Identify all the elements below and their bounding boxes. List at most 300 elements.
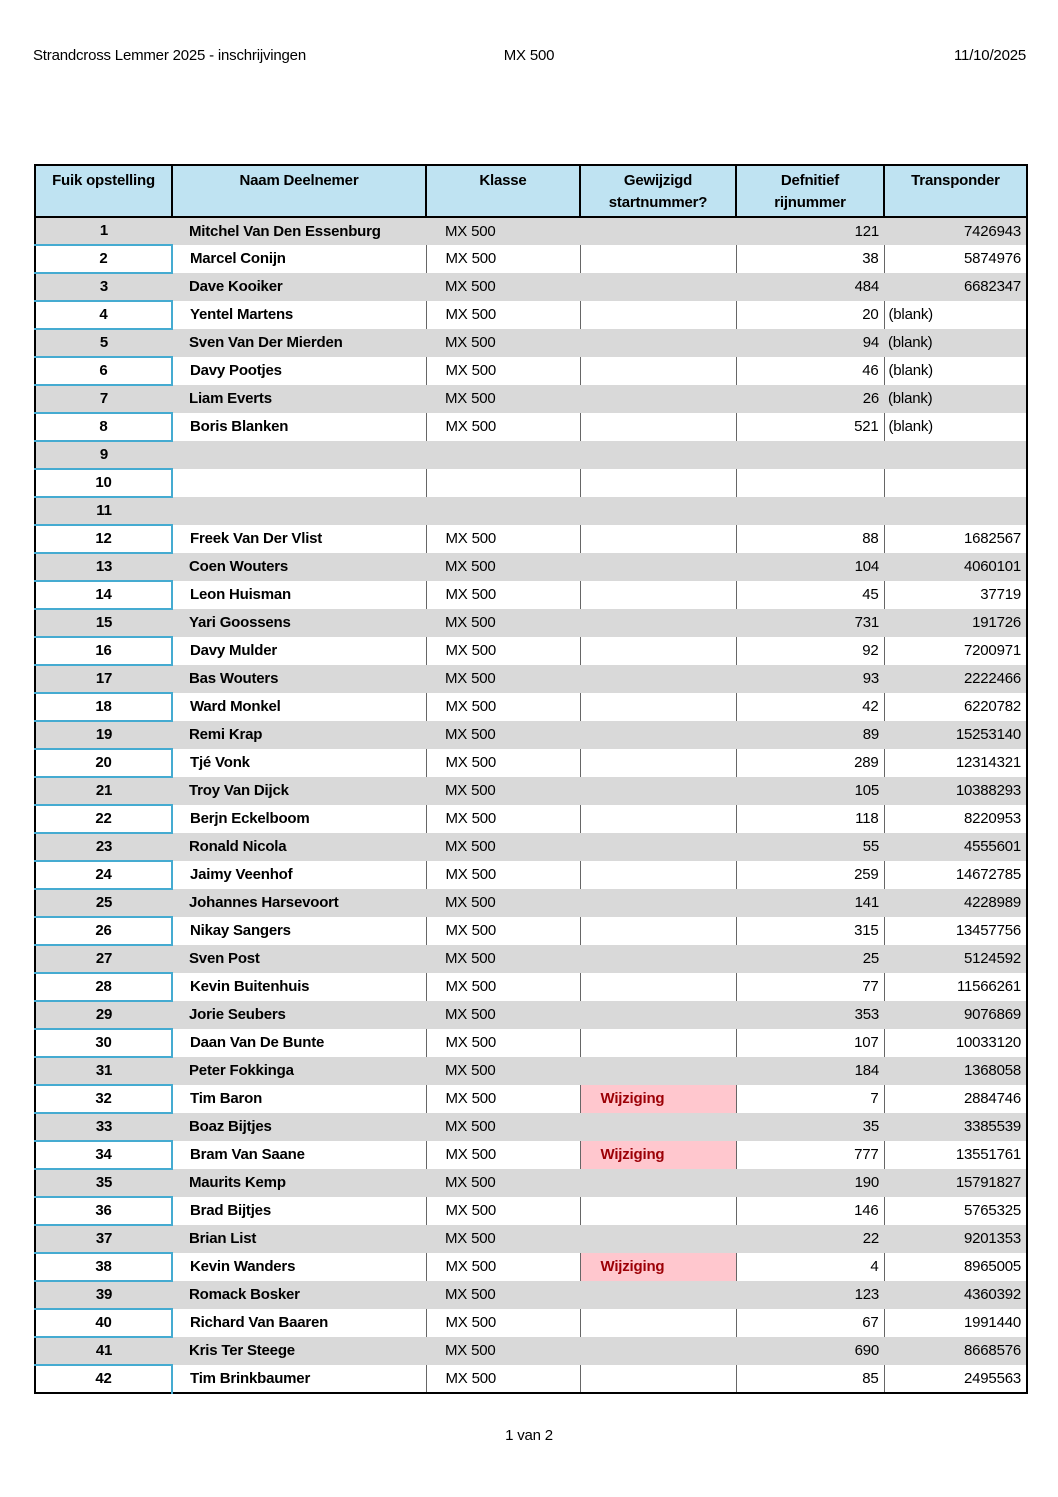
cell-naam-deelnemer: Davy Pootjes <box>190 362 282 379</box>
cell-naam-deelnemer: Kevin Buitenhuis <box>190 978 310 995</box>
cell-defnitief-rijnummer: 105 <box>736 777 884 805</box>
cell-transponder: 2222466 <box>884 665 1027 693</box>
cell-naam-deelnemer <box>172 469 426 497</box>
cell-gewijzigd-startnummer <box>580 749 736 777</box>
cell-transponder: 7200971 <box>884 637 1027 665</box>
table-row <box>35 245 1027 273</box>
table-row <box>35 889 1027 917</box>
cell-naam-deelnemer: Johannes Harsevoort <box>172 889 426 917</box>
cell-fuik-opstelling: 28 <box>35 973 172 1001</box>
cell-naam-deelnemer: Mitchel Van Den Essenburg <box>172 217 426 245</box>
table-row <box>35 273 1027 301</box>
cell-gewijzigd-startnummer <box>580 1365 736 1393</box>
cell-defnitief-rijnummer: 55 <box>736 833 884 861</box>
cell-transponder: 7426943 <box>884 217 1027 245</box>
table-row <box>35 413 1027 441</box>
cell-transponder: 37719 <box>884 581 1027 609</box>
cell-defnitief-rijnummer <box>736 441 884 469</box>
cell-defnitief-rijnummer: 190 <box>736 1169 884 1197</box>
cell-gewijzigd-startnummer <box>580 917 736 945</box>
cell-fuik-opstelling: 20 <box>35 749 172 777</box>
cell-klasse: MX 500 <box>426 945 580 973</box>
cell-defnitief-rijnummer: 26 <box>736 385 884 413</box>
cell-transponder: 15791827 <box>884 1169 1027 1197</box>
cell-gewijzigd-startnummer: Wijziging <box>580 1253 736 1281</box>
cell-gewijzigd-startnummer <box>580 777 736 805</box>
cell-fuik-opstelling: 14 <box>35 581 172 609</box>
header-klasse: Klasse <box>426 165 580 217</box>
cell-defnitief-rijnummer: 67 <box>736 1309 884 1337</box>
cell-gewijzigd-startnummer <box>580 553 736 581</box>
cell-klasse: MX 500 <box>426 1141 580 1169</box>
cell-klasse: MX 500 <box>426 917 580 945</box>
cell-naam-deelnemer: Tjé Vonk <box>190 754 250 771</box>
cell-defnitief-rijnummer: 25 <box>736 945 884 973</box>
cell-gewijzigd-startnummer <box>580 1057 736 1085</box>
cell-klasse: MX 500 <box>426 1029 580 1057</box>
cell-defnitief-rijnummer: 92 <box>736 637 884 665</box>
cell-gewijzigd-startnummer <box>580 385 736 413</box>
cell-naam-deelnemer: Troy Van Dijck <box>172 777 426 805</box>
cell-naam-deelnemer: Freek Van Der Vlist <box>190 530 323 547</box>
cell-fuik-opstelling: 34 <box>35 1141 172 1169</box>
table-row <box>35 749 1027 777</box>
cell-fuik-opstelling: 19 <box>35 721 172 749</box>
table-row <box>35 385 1027 413</box>
document-class-label: MX 500 <box>503 47 555 64</box>
cell-defnitief-rijnummer: 521 <box>736 413 884 441</box>
table-row <box>35 1001 1027 1029</box>
cell-gewijzigd-startnummer <box>580 693 736 721</box>
cell-transponder: 8220953 <box>884 805 1027 833</box>
cell-fuik-opstelling: 9 <box>35 441 172 469</box>
cell-naam-deelnemer: Yentel Martens <box>190 306 294 323</box>
cell-defnitief-rijnummer: 42 <box>736 693 884 721</box>
cell-klasse <box>426 497 580 525</box>
cell-gewijzigd-startnummer <box>580 1225 736 1253</box>
table-row <box>35 1365 1027 1393</box>
table-row <box>35 1309 1027 1337</box>
cell-gewijzigd-startnummer <box>580 721 736 749</box>
cell-gewijzigd-startnummer <box>580 1309 736 1337</box>
cell-transponder: 8668576 <box>884 1337 1027 1365</box>
cell-fuik-opstelling: 36 <box>35 1197 172 1225</box>
cell-gewijzigd-startnummer <box>580 1001 736 1029</box>
cell-fuik-opstelling: 16 <box>35 637 172 665</box>
cell-transponder <box>884 497 1027 525</box>
cell-fuik-opstelling: 35 <box>35 1169 172 1197</box>
cell-transponder <box>884 469 1027 497</box>
cell-transponder: (blank) <box>884 301 1027 329</box>
cell-defnitief-rijnummer: 141 <box>736 889 884 917</box>
cell-klasse: MX 500 <box>426 665 580 693</box>
cell-gewijzigd-startnummer <box>580 217 736 245</box>
cell-klasse <box>426 469 580 497</box>
cell-naam-deelnemer: Ronald Nicola <box>172 833 426 861</box>
cell-fuik-opstelling: 39 <box>35 1281 172 1309</box>
cell-transponder: 191726 <box>884 609 1027 637</box>
cell-klasse: MX 500 <box>426 1225 580 1253</box>
table-row <box>35 1029 1027 1057</box>
cell-gewijzigd-startnummer <box>580 1169 736 1197</box>
cell-klasse: MX 500 <box>426 805 580 833</box>
cell-gewijzigd-startnummer <box>580 245 736 273</box>
cell-gewijzigd-startnummer: Wijziging <box>580 1141 736 1169</box>
header-gewijzigd-startnummer: Gewijzigd startnummer? <box>580 165 736 217</box>
table-row <box>35 637 1027 665</box>
table-row <box>35 553 1027 581</box>
cell-naam-deelnemer: Kevin Wanders <box>190 1258 296 1275</box>
cell-gewijzigd-startnummer <box>580 1281 736 1309</box>
cell-fuik-opstelling: 8 <box>35 413 172 441</box>
cell-transponder: 4360392 <box>884 1281 1027 1309</box>
cell-fuik-opstelling: 18 <box>35 693 172 721</box>
header-naam-deelnemer: Naam Deelnemer <box>172 165 426 217</box>
cell-defnitief-rijnummer: 20 <box>736 301 884 329</box>
table-row <box>35 301 1027 329</box>
cell-transponder: 4060101 <box>884 553 1027 581</box>
cell-transponder: (blank) <box>884 329 1027 357</box>
cell-defnitief-rijnummer <box>736 497 884 525</box>
table-row <box>35 1281 1027 1309</box>
cell-naam-deelnemer: Bram Van Saane <box>190 1146 305 1163</box>
cell-naam-deelnemer: Tim Baron <box>190 1090 263 1107</box>
cell-transponder: 3385539 <box>884 1113 1027 1141</box>
cell-naam-deelnemer: Nikay Sangers <box>190 922 291 939</box>
cell-klasse: MX 500 <box>426 693 580 721</box>
cell-klasse: MX 500 <box>426 721 580 749</box>
cell-klasse: MX 500 <box>426 889 580 917</box>
cell-gewijzigd-startnummer <box>580 357 736 385</box>
cell-klasse: MX 500 <box>426 637 580 665</box>
cell-defnitief-rijnummer: 7 <box>736 1085 884 1113</box>
cell-fuik-opstelling: 40 <box>35 1309 172 1337</box>
cell-fuik-opstelling: 21 <box>35 777 172 805</box>
table-row <box>35 1197 1027 1225</box>
cell-naam-deelnemer <box>172 441 426 469</box>
cell-fuik-opstelling: 4 <box>35 301 172 329</box>
cell-defnitief-rijnummer: 85 <box>736 1365 884 1393</box>
cell-fuik-opstelling: 12 <box>35 525 172 553</box>
table-row <box>35 1085 1027 1113</box>
cell-fuik-opstelling: 31 <box>35 1057 172 1085</box>
cell-fuik-opstelling: 1 <box>35 217 172 245</box>
cell-naam-deelnemer: Davy Mulder <box>190 642 277 659</box>
table-row <box>35 721 1027 749</box>
cell-gewijzigd-startnummer <box>580 581 736 609</box>
cell-klasse: MX 500 <box>426 1057 580 1085</box>
table-row <box>35 861 1027 889</box>
cell-naam-deelnemer: Remi Krap <box>172 721 426 749</box>
cell-fuik-opstelling: 24 <box>35 861 172 889</box>
cell-defnitief-rijnummer: 731 <box>736 609 884 637</box>
cell-gewijzigd-startnummer <box>580 301 736 329</box>
cell-klasse: MX 500 <box>426 245 580 273</box>
cell-transponder: 8965005 <box>884 1253 1027 1281</box>
cell-gewijzigd-startnummer <box>580 665 736 693</box>
cell-gewijzigd-startnummer <box>580 1197 736 1225</box>
cell-transponder: 13551761 <box>884 1141 1027 1169</box>
cell-klasse: MX 500 <box>426 1169 580 1197</box>
cell-fuik-opstelling: 29 <box>35 1001 172 1029</box>
cell-gewijzigd-startnummer <box>580 469 736 497</box>
cell-fuik-opstelling: 6 <box>35 357 172 385</box>
cell-naam-deelnemer: Dave Kooiker <box>172 273 426 301</box>
cell-transponder: 4555601 <box>884 833 1027 861</box>
table-row <box>35 609 1027 637</box>
table-row <box>35 833 1027 861</box>
cell-defnitief-rijnummer: 315 <box>736 917 884 945</box>
cell-klasse: MX 500 <box>426 1253 580 1281</box>
table-header <box>35 165 1027 217</box>
cell-transponder: 14672785 <box>884 861 1027 889</box>
cell-klasse: MX 500 <box>426 1197 580 1225</box>
cell-defnitief-rijnummer: 38 <box>736 245 884 273</box>
table-row <box>35 805 1027 833</box>
cell-klasse: MX 500 <box>426 777 580 805</box>
cell-transponder: (blank) <box>884 385 1027 413</box>
cell-klasse: MX 500 <box>426 973 580 1001</box>
document-title: Strandcross Lemmer 2025 - inschrijvingen <box>33 47 306 64</box>
cell-naam-deelnemer: Tim Brinkbaumer <box>190 1369 311 1387</box>
cell-fuik-opstelling: 26 <box>35 917 172 945</box>
cell-naam-deelnemer: Peter Fokkinga <box>172 1057 426 1085</box>
cell-klasse: MX 500 <box>426 1085 580 1113</box>
cell-naam-deelnemer: Jorie Seubers <box>172 1001 426 1029</box>
cell-fuik-opstelling: 3 <box>35 273 172 301</box>
cell-naam-deelnemer: Richard Van Baaren <box>190 1314 329 1331</box>
cell-defnitief-rijnummer: 45 <box>736 581 884 609</box>
cell-transponder: (blank) <box>884 413 1027 441</box>
cell-gewijzigd-startnummer <box>580 441 736 469</box>
cell-defnitief-rijnummer <box>736 469 884 497</box>
cell-naam-deelnemer: Leon Huisman <box>190 586 291 603</box>
table-row <box>35 1225 1027 1253</box>
cell-defnitief-rijnummer: 118 <box>736 805 884 833</box>
cell-defnitief-rijnummer: 289 <box>736 749 884 777</box>
table-row <box>35 917 1027 945</box>
cell-naam-deelnemer: Berjn Eckelboom <box>190 810 310 827</box>
cell-gewijzigd-startnummer: Wijziging <box>580 1085 736 1113</box>
table-row <box>35 497 1027 525</box>
cell-fuik-opstelling: 25 <box>35 889 172 917</box>
cell-klasse: MX 500 <box>426 861 580 889</box>
page-number: 1 van 2 <box>505 1427 553 1444</box>
cell-gewijzigd-startnummer <box>580 329 736 357</box>
table-row <box>35 777 1027 805</box>
table-row <box>35 441 1027 469</box>
cell-gewijzigd-startnummer <box>580 945 736 973</box>
cell-fuik-opstelling: 11 <box>35 497 172 525</box>
table-row <box>35 1337 1027 1365</box>
table-row <box>35 693 1027 721</box>
cell-fuik-opstelling: 7 <box>35 385 172 413</box>
cell-klasse: MX 500 <box>426 581 580 609</box>
cell-gewijzigd-startnummer <box>580 1029 736 1057</box>
cell-klasse: MX 500 <box>426 357 580 385</box>
cell-transponder: 2884746 <box>884 1085 1027 1113</box>
cell-transponder: 5765325 <box>884 1197 1027 1225</box>
cell-transponder: 9076869 <box>884 1001 1027 1029</box>
cell-transponder: 11566261 <box>884 973 1027 1001</box>
cell-transponder: 1368058 <box>884 1057 1027 1085</box>
cell-gewijzigd-startnummer <box>580 1113 736 1141</box>
cell-gewijzigd-startnummer <box>580 973 736 1001</box>
spreadsheet-table <box>34 164 1028 1394</box>
cell-fuik-opstelling: 15 <box>35 609 172 637</box>
cell-fuik-opstelling: 13 <box>35 553 172 581</box>
cell-gewijzigd-startnummer <box>580 889 736 917</box>
cell-naam-deelnemer: Bas Wouters <box>172 665 426 693</box>
cell-naam-deelnemer <box>172 497 426 525</box>
cell-naam-deelnemer: Ward Monkel <box>190 698 281 715</box>
cell-klasse <box>426 441 580 469</box>
cell-fuik-opstelling: 32 <box>35 1085 172 1113</box>
cell-transponder <box>884 441 1027 469</box>
cell-defnitief-rijnummer: 121 <box>736 217 884 245</box>
cell-fuik-opstelling: 2 <box>35 245 172 273</box>
cell-defnitief-rijnummer: 94 <box>736 329 884 357</box>
cell-klasse: MX 500 <box>426 1309 580 1337</box>
cell-defnitief-rijnummer: 777 <box>736 1141 884 1169</box>
cell-gewijzigd-startnummer <box>580 833 736 861</box>
cell-transponder: 10033120 <box>884 1029 1027 1057</box>
cell-naam-deelnemer: Maurits Kemp <box>172 1169 426 1197</box>
cell-defnitief-rijnummer: 107 <box>736 1029 884 1057</box>
cell-klasse: MX 500 <box>426 1337 580 1365</box>
header-fuik-opstelling: Fuik opstelling <box>35 165 172 217</box>
cell-naam-deelnemer: Liam Everts <box>172 385 426 413</box>
cell-transponder: 5124592 <box>884 945 1027 973</box>
cell-naam-deelnemer: Boris Blanken <box>190 418 289 435</box>
cell-fuik-opstelling: 10 <box>35 469 172 497</box>
cell-naam-deelnemer: Daan Van De Bunte <box>190 1034 325 1051</box>
cell-fuik-opstelling: 23 <box>35 833 172 861</box>
cell-transponder: 12314321 <box>884 749 1027 777</box>
cell-fuik-opstelling: 41 <box>35 1337 172 1365</box>
cell-transponder: 10388293 <box>884 777 1027 805</box>
cell-naam-deelnemer: Brian List <box>172 1225 426 1253</box>
cell-naam-deelnemer: Romack Bosker <box>172 1281 426 1309</box>
cell-klasse: MX 500 <box>426 749 580 777</box>
cell-defnitief-rijnummer: 88 <box>736 525 884 553</box>
cell-defnitief-rijnummer: 484 <box>736 273 884 301</box>
cell-naam-deelnemer: Brad Bijtjes <box>190 1202 271 1219</box>
cell-fuik-opstelling: 5 <box>35 329 172 357</box>
table-row <box>35 357 1027 385</box>
cell-naam-deelnemer: Marcel Conijn <box>190 250 286 267</box>
cell-naam-deelnemer: Yari Goossens <box>172 609 426 637</box>
table-row <box>35 525 1027 553</box>
cell-fuik-opstelling: 37 <box>35 1225 172 1253</box>
table-row <box>35 1141 1027 1169</box>
cell-fuik-opstelling: 30 <box>35 1029 172 1057</box>
cell-defnitief-rijnummer: 123 <box>736 1281 884 1309</box>
cell-fuik-opstelling: 27 <box>35 945 172 973</box>
cell-fuik-opstelling: 38 <box>35 1253 172 1281</box>
cell-fuik-opstelling: 33 <box>35 1113 172 1141</box>
cell-defnitief-rijnummer: 22 <box>736 1225 884 1253</box>
cell-fuik-opstelling: 22 <box>35 805 172 833</box>
cell-naam-deelnemer: Jaimy Veenhof <box>190 866 293 883</box>
cell-klasse: MX 500 <box>426 1113 580 1141</box>
cell-klasse: MX 500 <box>426 385 580 413</box>
cell-klasse: MX 500 <box>426 217 580 245</box>
cell-naam-deelnemer: Boaz Bijtjes <box>172 1113 426 1141</box>
cell-transponder: 1991440 <box>884 1309 1027 1337</box>
cell-defnitief-rijnummer: 184 <box>736 1057 884 1085</box>
cell-klasse: MX 500 <box>426 609 580 637</box>
cell-klasse: MX 500 <box>426 525 580 553</box>
cell-defnitief-rijnummer: 104 <box>736 553 884 581</box>
cell-gewijzigd-startnummer <box>580 609 736 637</box>
table-row <box>35 945 1027 973</box>
cell-transponder: 1682567 <box>884 525 1027 553</box>
document-date: 11/10/2025 <box>954 47 1026 64</box>
table-row <box>35 973 1027 1001</box>
table-row <box>35 1057 1027 1085</box>
cell-klasse: MX 500 <box>426 553 580 581</box>
cell-klasse: MX 500 <box>426 1281 580 1309</box>
cell-transponder: 15253140 <box>884 721 1027 749</box>
cell-gewijzigd-startnummer <box>580 273 736 301</box>
table-row <box>35 1253 1027 1281</box>
cell-naam-deelnemer: Sven Post <box>172 945 426 973</box>
table-body <box>35 217 1027 1393</box>
cell-naam-deelnemer: Sven Van Der Mierden <box>172 329 426 357</box>
cell-defnitief-rijnummer: 690 <box>736 1337 884 1365</box>
cell-klasse: MX 500 <box>426 329 580 357</box>
cell-transponder: 2495563 <box>884 1365 1027 1393</box>
table-row <box>35 469 1027 497</box>
cell-fuik-opstelling: 17 <box>35 665 172 693</box>
cell-transponder: (blank) <box>884 357 1027 385</box>
cell-gewijzigd-startnummer <box>580 637 736 665</box>
cell-defnitief-rijnummer: 89 <box>736 721 884 749</box>
table-row <box>35 1169 1027 1197</box>
cell-gewijzigd-startnummer <box>580 805 736 833</box>
cell-gewijzigd-startnummer <box>580 413 736 441</box>
header-transponder: Transponder <box>884 165 1027 217</box>
table-row <box>35 1113 1027 1141</box>
cell-klasse: MX 500 <box>426 1365 580 1393</box>
table-row <box>35 217 1027 245</box>
cell-gewijzigd-startnummer <box>580 861 736 889</box>
cell-defnitief-rijnummer: 93 <box>736 665 884 693</box>
cell-naam-deelnemer: Kris Ter Steege <box>172 1337 426 1365</box>
cell-defnitief-rijnummer: 259 <box>736 861 884 889</box>
cell-gewijzigd-startnummer <box>580 525 736 553</box>
cell-klasse: MX 500 <box>426 301 580 329</box>
cell-defnitief-rijnummer: 46 <box>736 357 884 385</box>
cell-gewijzigd-startnummer <box>580 1337 736 1365</box>
table-row <box>35 581 1027 609</box>
cell-defnitief-rijnummer: 77 <box>736 973 884 1001</box>
cell-transponder: 9201353 <box>884 1225 1027 1253</box>
cell-transponder: 5874976 <box>884 245 1027 273</box>
cell-transponder: 6220782 <box>884 693 1027 721</box>
cell-defnitief-rijnummer: 4 <box>736 1253 884 1281</box>
cell-naam-deelnemer: Coen Wouters <box>172 553 426 581</box>
cell-defnitief-rijnummer: 353 <box>736 1001 884 1029</box>
cell-fuik-opstelling: 42 <box>35 1365 172 1393</box>
header-defnitief-rijnummer: Defnitief rijnummer <box>736 165 884 217</box>
table-row <box>35 329 1027 357</box>
cell-klasse: MX 500 <box>426 273 580 301</box>
cell-defnitief-rijnummer: 35 <box>736 1113 884 1141</box>
cell-klasse: MX 500 <box>426 1001 580 1029</box>
cell-transponder: 6682347 <box>884 273 1027 301</box>
